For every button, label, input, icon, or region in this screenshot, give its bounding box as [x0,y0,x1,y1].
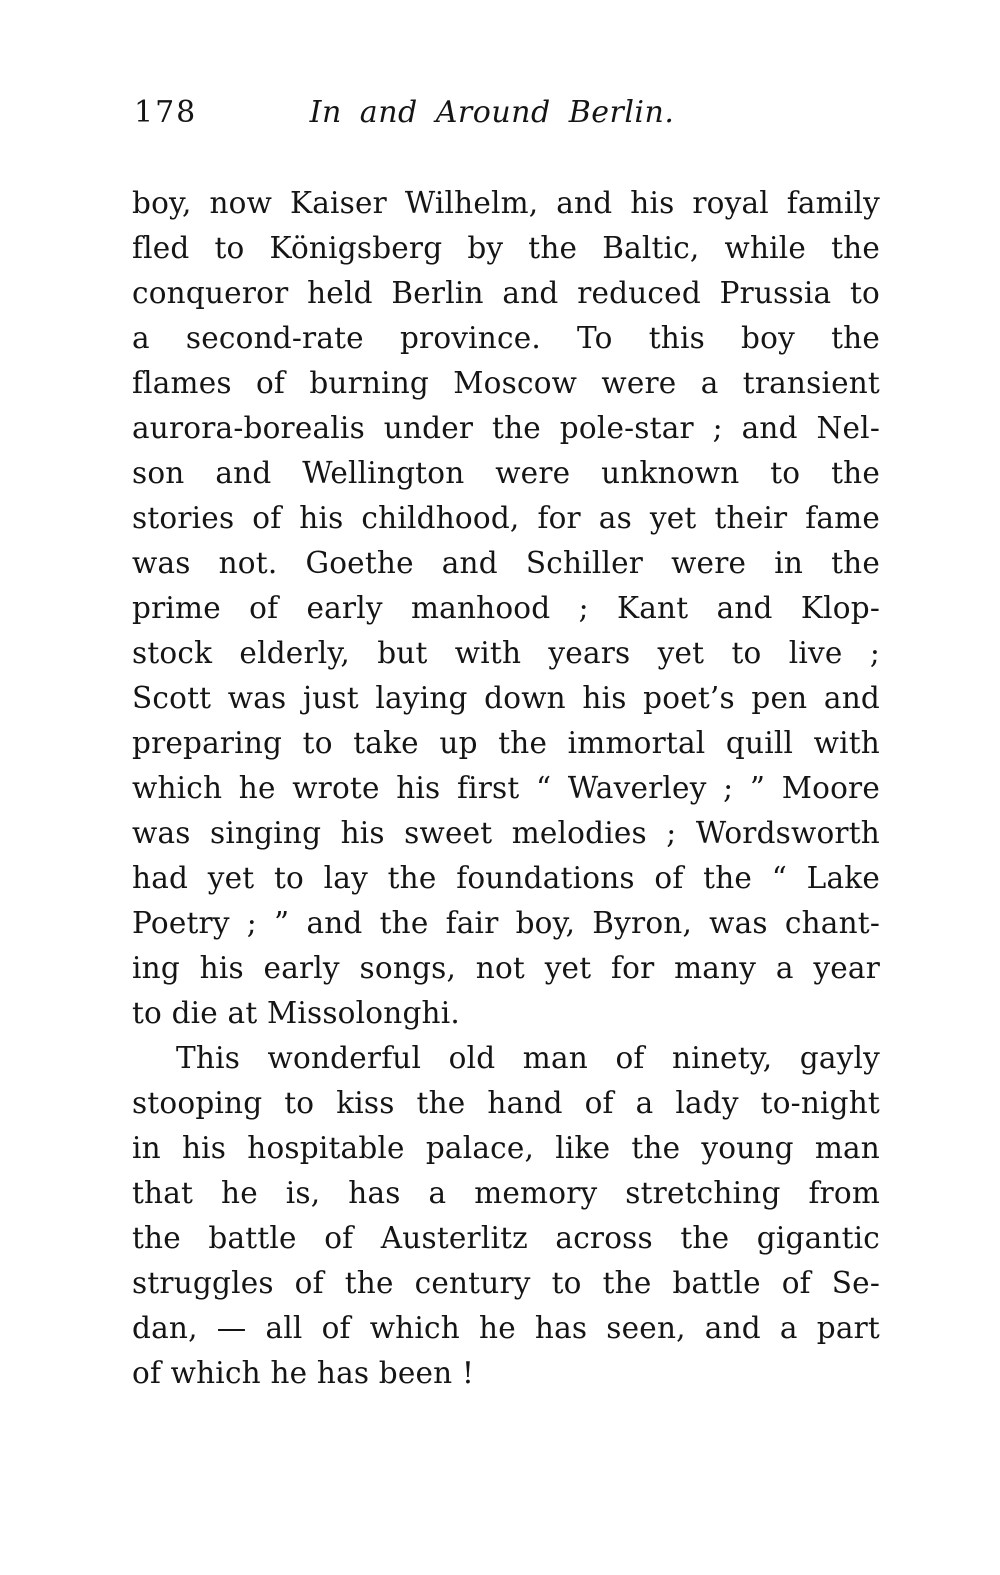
text-line: was not. Goethe and Schiller were in the [132,546,880,580]
text-line: preparing to take up the immortal quill with [132,726,880,760]
text-line: had yet to lay the foundations of the “ Lake [132,861,880,895]
text-line: a second-rate province. To this boy the [132,321,880,355]
text-line: was singing his sweet melodies ; Wordsworth [132,816,880,850]
text-line: fled to Königsberg by the Baltic, while the [132,231,880,265]
page-header [132,93,880,133]
text-line: stock elderly, but with years yet to live ; [132,636,880,670]
text-line: which he wrote his first “ Waverley ; ” Moore [132,771,880,805]
text-line: conqueror held Berlin and reduced Prussia to [132,276,880,310]
text-line: that he is, has a memory stretching from [132,1176,880,1210]
page-body [132,181,880,1396]
text-line: This wonderful old man of ninety, gayly [176,1041,880,1075]
text-line: stooping to kiss the hand of a lady to-night [132,1086,880,1120]
text-line: to die at Missolonghi. [132,996,460,1030]
running-title: In and Around Berlin. [309,95,675,130]
text-line: in his hospitable palace, like the young man [132,1131,880,1165]
text-line: boy, now Kaiser Wilhelm, and his royal family [132,186,880,220]
text-line: of which he has been ! [132,1356,475,1390]
text-line: the battle of Austerlitz across the gigantic [132,1221,880,1255]
text-line: dan, — all of which he has seen, and a part [132,1311,880,1345]
text-line: struggles of the century to the battle of Se- [132,1266,880,1300]
text-line: prime of early manhood ; Kant and Klop- [132,591,880,625]
text-line: ing his early songs, not yet for many a year [132,951,880,985]
text-line: flames of burning Moscow were a transient [132,366,880,400]
text-line: aurora-borealis under the pole-star ; and Nel- [132,411,880,445]
text-line: Poetry ; ” and the fair boy, Byron, was chant- [132,906,880,940]
text-line: Scott was just laying down his poet’s pen and [132,681,880,715]
text-line: son and Wellington were unknown to the [132,456,880,490]
text-line: stories of his childhood, for as yet their fame [132,501,880,535]
page-number: 178 [134,95,198,130]
